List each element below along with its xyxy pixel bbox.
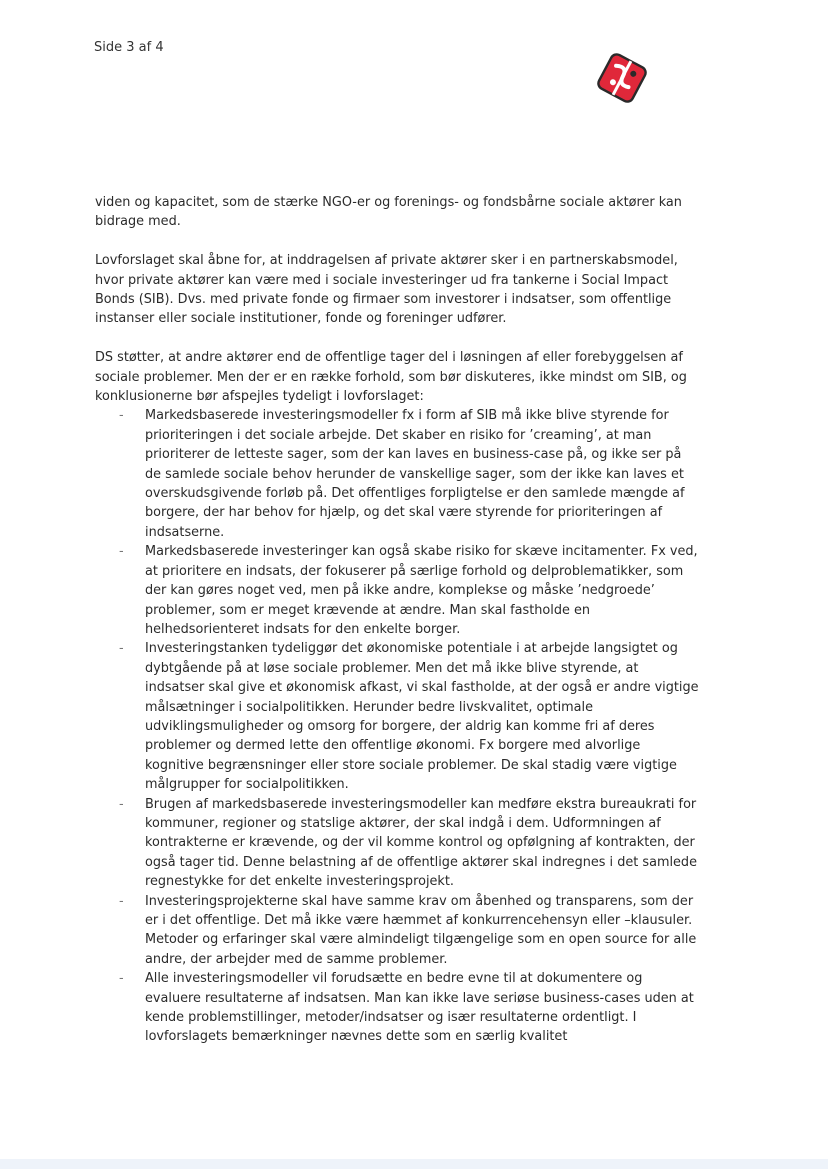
bullet-marker: - [119, 971, 124, 987]
list-item-text: Markedsbaserede investeringsmodeller fx i form af SIB må ikke blive styrende for prioriteringen i det sociale arbejde. Det skaber en risiko for ’creaming’, at man prioriterer de letteste sager, som der kan laves en business-case på, og ikke ser på de samlede sociale behov herunder de vanskellige sager, som der ikke kan laves et overskudsgivende forløb på. Det offentliges forpligtelse er den samlede mængde af borgere, der har behov for hjælp, og det skal være styrende for prioriteringen af indsatserne. [145, 408, 685, 540]
list-item [95, 406, 700, 542]
list-item [95, 639, 700, 794]
bullet-marker: - [119, 544, 124, 560]
list-item [95, 892, 700, 970]
document-body [95, 193, 700, 1047]
bullet-marker: - [119, 408, 124, 424]
bullet-list [95, 406, 700, 1046]
bullet-marker: - [119, 641, 124, 657]
ds-logo-icon [594, 50, 650, 106]
scan-edge [0, 1159, 828, 1169]
bullet-marker: - [119, 796, 124, 812]
list-item-text: Investeringstanken tydeliggør det økonomiske potentiale i at arbejde langsigtet og dybtgående på at løse sociale problemer. Men det må ikke blive styrende, at indsatser skal give et økonomisk afkast, vi skal fastholde, at der også er andre vigtige målsætninger i socialpolitikken. Herunder bedre livskvalitet, optimale udviklingsmuligheder og omsorg for borgere, der aldrig kan komme fri af deres problemer og dermed lette den offentlige økonomi. Fx borgere med alvorlige kognitive begrænsninger eller store sociale problemer. De skal stadig være vigtige målgrupper for socialpolitikken. [145, 641, 699, 793]
page-number: Side 3 af 4 [94, 40, 164, 55]
list-item [95, 969, 700, 1047]
list-item-text: Brugen af markedsbaserede investeringsmodeller kan medføre ekstra bureaukrati for kommuner, regioner og statslige aktører, der skal indgå i dem. Udformningen af kontrakterne er krævende, og der vil komme kontrol og opfølgning af kontrakten, der også tager tid. Denne belastning af de offentlige aktører skal indregnes i det samlede regnestykke for det enkelte investeringsprojekt. [145, 796, 697, 890]
list-item [95, 542, 700, 639]
list-item-text: Investeringsprojekterne skal have samme krav om åbenhed og transparens, som der er i det offentlige. Det må ikke være hæmmet af konkurrencehensyn eller –klausuler. Metoder og erfaringer skal være almindeligt tilgængelige som en open source for alle andre, der arbejder med de samme problemer. [145, 893, 697, 967]
list-item-text: Alle investeringsmodeller vil forudsætte en bedre evne til at dokumentere og evaluere resultaterne af indsatsen. Man kan ikke lave seriøse business-cases uden at kende problemstillinger, metoder/indsatser og især resultaterne ordentligt. I lovforslagets bemærkninger nævnes dette som en særlig kvalitet [145, 971, 694, 1045]
bullet-marker: - [119, 893, 124, 909]
paragraph: Lovforslaget skal åbne for, at inddragelsen af private aktører sker i en partnerskabsmodel, hvor private aktører kan være med i sociale investeringer ud fra tankerne i Social Impact Bonds (SIB). Dvs. med private fonde og firmaer som investorer i indsatser, som offentlige instanser eller sociale institutioner, fonde og foreninger udfører. [95, 253, 678, 327]
list-item-text: Markedsbaserede investeringer kan også skabe risiko for skæve incitamenter. Fx ved, at prioritere en indsats, der fokuserer på særlige forhold og delproblematikker, som der kan gøres noget ved, men på ikke andre, komplekse og måske ’nedgroede’ problemer, som er meget krævende at ændre. Man skal fastholde en helhedsorienteret indsats for den enkelte borger. [145, 544, 698, 637]
list-item [95, 795, 700, 892]
paragraph: viden og kapacitet, som de stærke NGO-er og forenings- og fondsbårne sociale aktører kan bidrage med. [95, 195, 682, 230]
paragraph: DS støtter, at andre aktører end de offentlige tager del i løsningen af eller forebyggelsen af sociale problemer. Men der er en række forhold, som bør diskuteres, ikke mindst om SIB, og konklusionerne bør afspejles tydeligt i lovforslaget: [95, 350, 687, 405]
